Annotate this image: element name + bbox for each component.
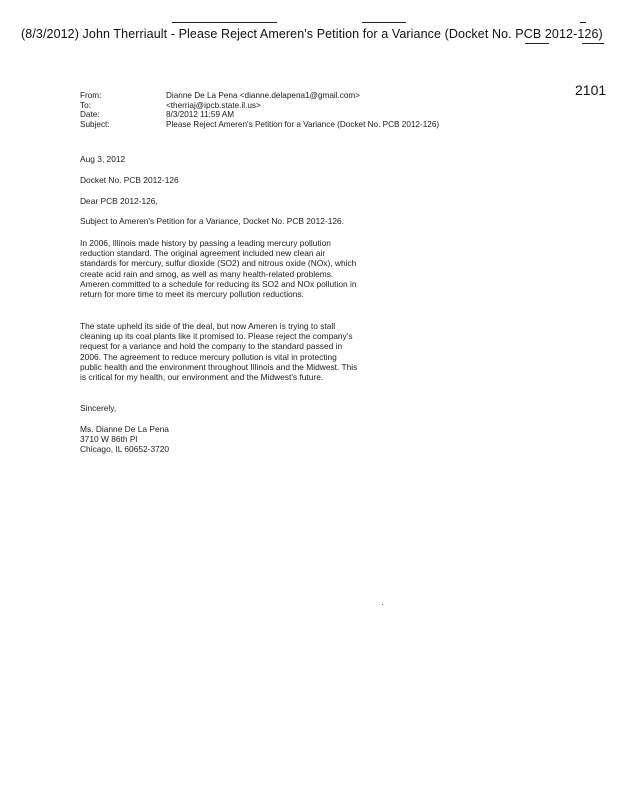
signature-address-line-1: 3710 W 86th Pl <box>80 434 138 445</box>
header-rule-3 <box>580 22 586 23</box>
letter-docket: Docket No. PCB 2012-126 <box>80 175 179 185</box>
subject-label: Subject: <box>80 119 110 129</box>
header-rule-4 <box>525 43 549 44</box>
letter-paragraph-1 <box>80 238 360 299</box>
date-value: 8/3/2012 11:59 AM <box>166 110 235 120</box>
email-subject-row <box>80 120 439 130</box>
scan-speck <box>382 604 383 605</box>
paragraph-1-text: In 2006, Illinois made history by passing a leading mercury pollution reduction standard. The original agreement included new clean air standards for mercury, sulfur dioxide (SO2) and nitrous oxide (NOx), which create acid rain and smog, as well as many health-related problems. Ameren committed to a schedule for reducing its SO2 and NOx pollution in return for more time to meet its mercury pollution reductions. <box>80 238 357 300</box>
letter-paragraph-2 <box>80 321 360 382</box>
email-date-row <box>80 110 439 120</box>
date-label: Date: <box>80 110 100 120</box>
subject-value: Please Reject Ameren's Petition for a Variance (Docket No. PCB 2012-126) <box>166 119 440 129</box>
header-rule-2 <box>362 22 406 23</box>
header-rule-5 <box>582 43 604 44</box>
letter-salutation: Dear PCB 2012-126, <box>80 196 158 206</box>
signature-name: Ms. Dianne De La Pena <box>80 424 169 434</box>
paragraph-2-text: The state upheld its side of the deal, but now Ameren is trying to stall cleaning up its coal plants like it promised to. Please reject the company's request for a variance and hold the company to the standard passed in 2006. The agreement to reduce mercury pollution is vital in protecting public health and the environment throughout Illinois and the Midwest. This is critical for my health, our environment and the Midwest's future. <box>80 321 358 383</box>
document-header-title: (8/3/2012) John Therriault - Please Reject Ameren's Petition for a Variance (Docket No. PCB 2012-126) <box>21 27 603 41</box>
signature-block <box>80 424 360 455</box>
letter-closing: Sincerely, <box>80 403 117 413</box>
letter-subject-line: Subject to Ameren's Petition for a Variance, Docket No. PCB 2012-126. <box>80 216 344 226</box>
page-number: 2101 <box>575 82 607 98</box>
to-value: <therriaj@ipcb.state.il.us> <box>166 100 261 110</box>
email-to-row <box>80 101 439 111</box>
from-label: From: <box>80 91 102 100</box>
email-header-block <box>80 91 439 129</box>
letter-date: Aug 3, 2012 <box>80 154 126 164</box>
email-from-row <box>80 91 439 101</box>
signature-address-line-2: Chicago, IL 60652-3720 <box>80 444 170 455</box>
header-rule-1 <box>172 22 277 23</box>
to-label: To: <box>80 100 91 110</box>
from-value: Dianne De La Pena <dianne.delapena1@gmail.com> <box>166 91 361 100</box>
